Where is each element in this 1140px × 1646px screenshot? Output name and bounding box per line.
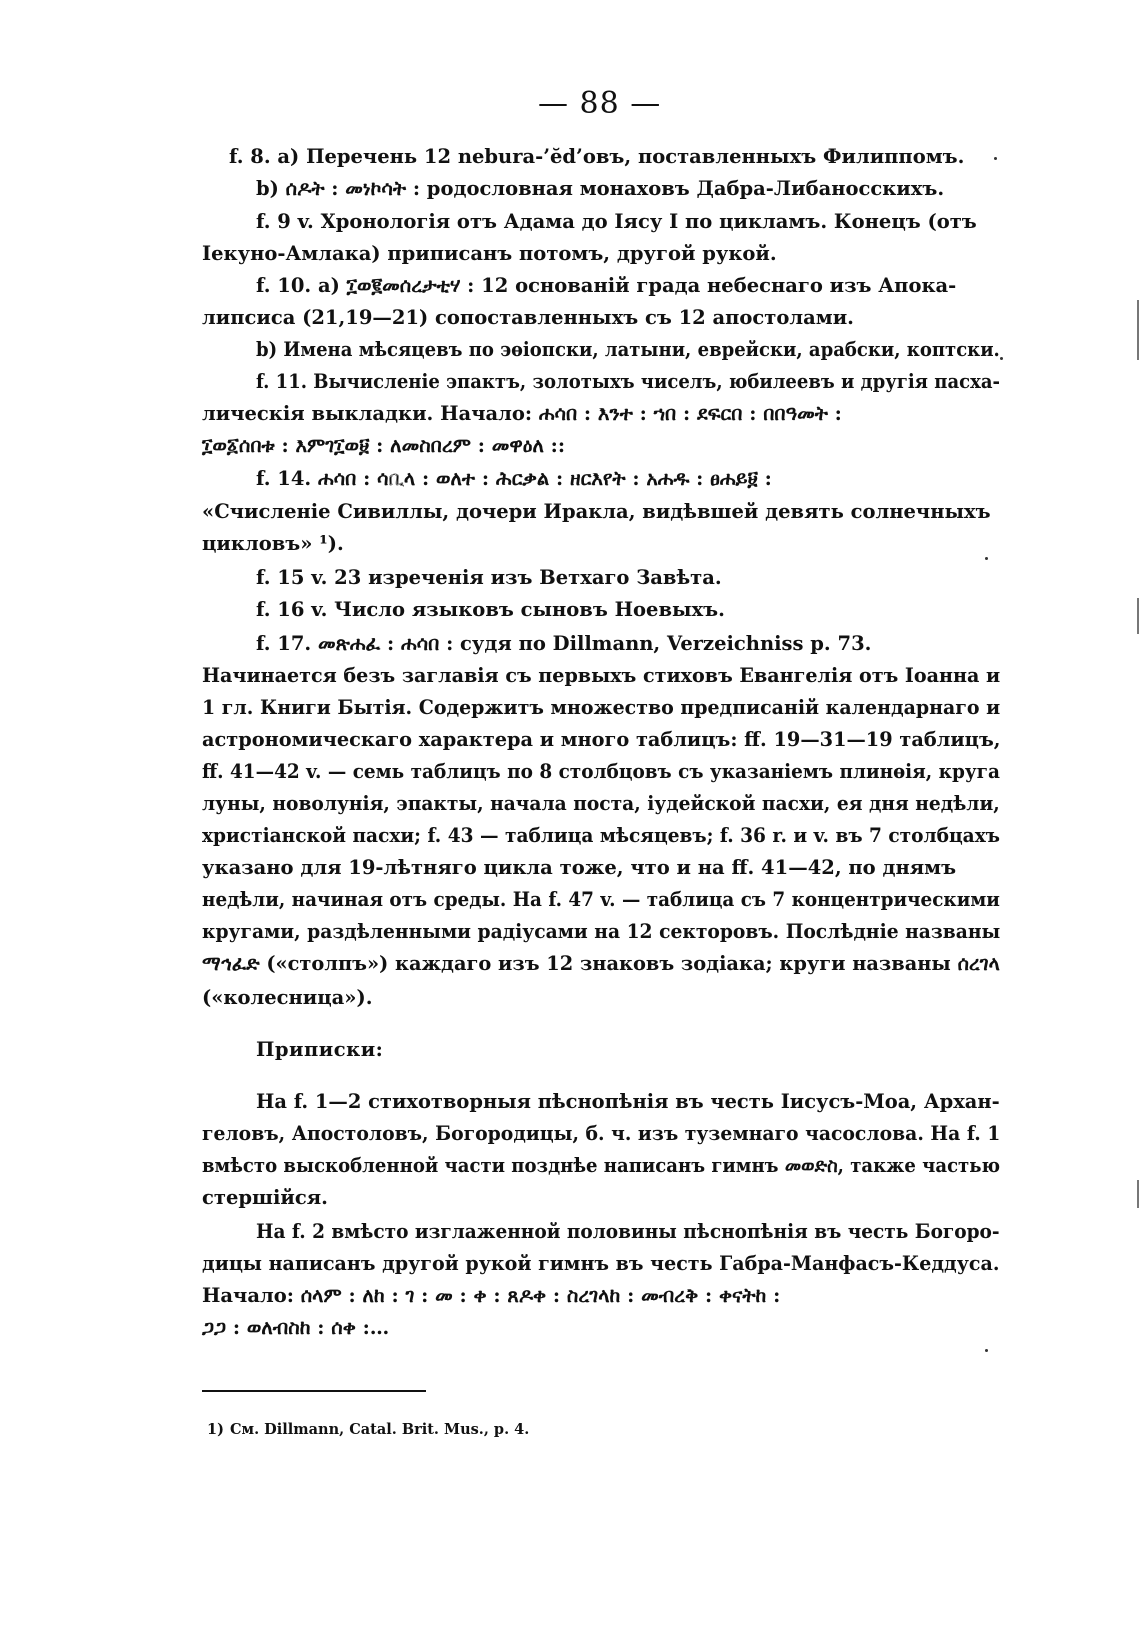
text-line: f. 17. መጽሐፈ : ሐሳበ : судя по Dillmann, Verzeichniss p. 73. [256, 632, 872, 655]
text-line: дицы написанъ другой рукой гимнъ въ честь Габра-Манфасъ-Кеддуса. [202, 1252, 1000, 1275]
text-line: f. 14. ሐሳበ : ሳቢላ : ወለተ : ሕርቃል : ዘርእየት : አሐዱ : ፀሐይ፱ : [256, 467, 772, 490]
footnote-rule [202, 1390, 426, 1392]
text-line: Іекуно-Амлака) приписанъ потомъ, другой рукой. [202, 242, 777, 265]
scan-edge-mark [1137, 300, 1139, 360]
scan-speck [994, 157, 997, 160]
text-line: «Счисленіе Сивиллы, дочери Иракла, видѣвшей девять солнечныхъ [202, 500, 991, 523]
text-line: f. 9 v. Хронологія отъ Адама до Іясу I по цикламъ. Конецъ (отъ [256, 210, 977, 233]
scan-speck [985, 557, 988, 560]
text-line: лическія выкладки. Начало: ሐሳበ : እንተ : ኀበ : ደፍርበ : በበዓመት : [202, 402, 842, 425]
text-line: христіанской пасхи; f. 43 — таблица мѣсяцевъ; f. 36 r. и v. въ 7 столбцахъ [202, 824, 1000, 847]
text-line: геловъ, Апостоловъ, Богородицы, б. ч. изъ туземнаго часослова. На f. 1 [202, 1122, 1001, 1145]
text-line: астрономическаго характера и много таблицъ: ff. 19—31—19 таблицъ, [202, 728, 1001, 751]
text-line: На f. 2 вмѣсто изглаженной половины пѣснопѣнія въ честь Богоро- [256, 1220, 1000, 1243]
text-line: f. 10. a) ፲ወ፪መሰረታቲሃ : 12 основаній града небеснаго изъ Апока- [256, 274, 957, 297]
text-line: липсиса (21,19—21) сопоставленныхъ съ 12 апостолами. [202, 306, 854, 329]
text-line: f. 15 v. 23 изреченія изъ Ветхаго Завѣта. [256, 566, 722, 589]
text-line: b) ሰዶት : መነኮሳት : родословная монаховъ Дабра-Либаносскихъ. [256, 177, 945, 200]
text-line: 1 гл. Книги Бытія. Содержитъ множество предписаній календарнаго и [202, 696, 1001, 719]
footnote-mark: 1) [207, 1421, 224, 1438]
text-line: f. 8. a) Перечень 12 nebura-’ĕd’овъ, поставленныхъ Филиппомъ. [229, 145, 965, 168]
text-line: На f. 1—2 стихотворныя пѣснопѣнія въ честь Іисусъ-Моа, Архан- [256, 1090, 1000, 1113]
text-line: («колесница»). [202, 986, 373, 1009]
text-line: луны, новолунія, эпакты, начала поста, іудейской пасхи, ея дня недѣли, [202, 792, 1000, 815]
text-line: ff. 41—42 v. — семь таблицъ по 8 столбцовъ съ указаніемъ плинѳія, круга [202, 760, 1000, 783]
footnote [207, 1421, 529, 1438]
text-line: ፲ወ፩ሰበቱ : እምገ፲ወ፱ : ለመስበረም : መዋዕለ :: [202, 434, 566, 457]
scan-speck [985, 1349, 988, 1352]
text-line: Начало: ሰላም : ለከ : ገ : መ : ቀ : ጸዶቀ : ስረገላከ : መብረቅ : ቀናትከ : [202, 1284, 781, 1307]
text-line: стершійся. [202, 1186, 328, 1209]
text-line: указано для 19-лѣтняго цикла тоже, что и на ff. 41—42, по днямъ [202, 856, 957, 879]
text-line: b) Имена мѣсяцевъ по эѳіопски, латыни, еврейски, арабски, коптски. [256, 338, 1000, 361]
page-number: — 88 — [538, 86, 662, 121]
footnote-text: См. Dillmann, Catal. Brit. Mus., p. 4. [229, 1421, 530, 1438]
text-line: Начинается безъ заглавія съ первыхъ стиховъ Евангелія отъ Іоанна и [202, 664, 1001, 687]
text-line: недѣли, начиная отъ среды. На f. 47 v. — таблица съ 7 концентрическими [202, 888, 1000, 911]
text-line: кругами, раздѣленными радіусами на 12 секторовъ. Послѣдніе названы [202, 920, 1001, 943]
scan-speck [1000, 357, 1003, 360]
text-line: f. 11. Вычисленіе эпактъ, золотыхъ чиселъ, юбилеевъ и другія пасха- [256, 370, 1001, 393]
section-heading: Приписки: [256, 1038, 384, 1061]
scan-edge-mark [1137, 1180, 1139, 1208]
text-line: ጋጋ : ወለብስከ : ሰቀ :… [202, 1316, 390, 1339]
text-line: цикловъ» ¹). [202, 532, 344, 555]
scan-edge-mark [1137, 598, 1139, 634]
text-line: ማኅፈድ («столпъ») каждаго изъ 12 знаковъ зодіака; круги названы ሰረገላ [202, 952, 1000, 975]
text-line: f. 16 v. Число языковъ сыновъ Ноевыхъ. [256, 598, 725, 621]
text-line: вмѣсто выскобленной части позднѣе написанъ гимнъ መወድስ, также частью [202, 1154, 1001, 1177]
